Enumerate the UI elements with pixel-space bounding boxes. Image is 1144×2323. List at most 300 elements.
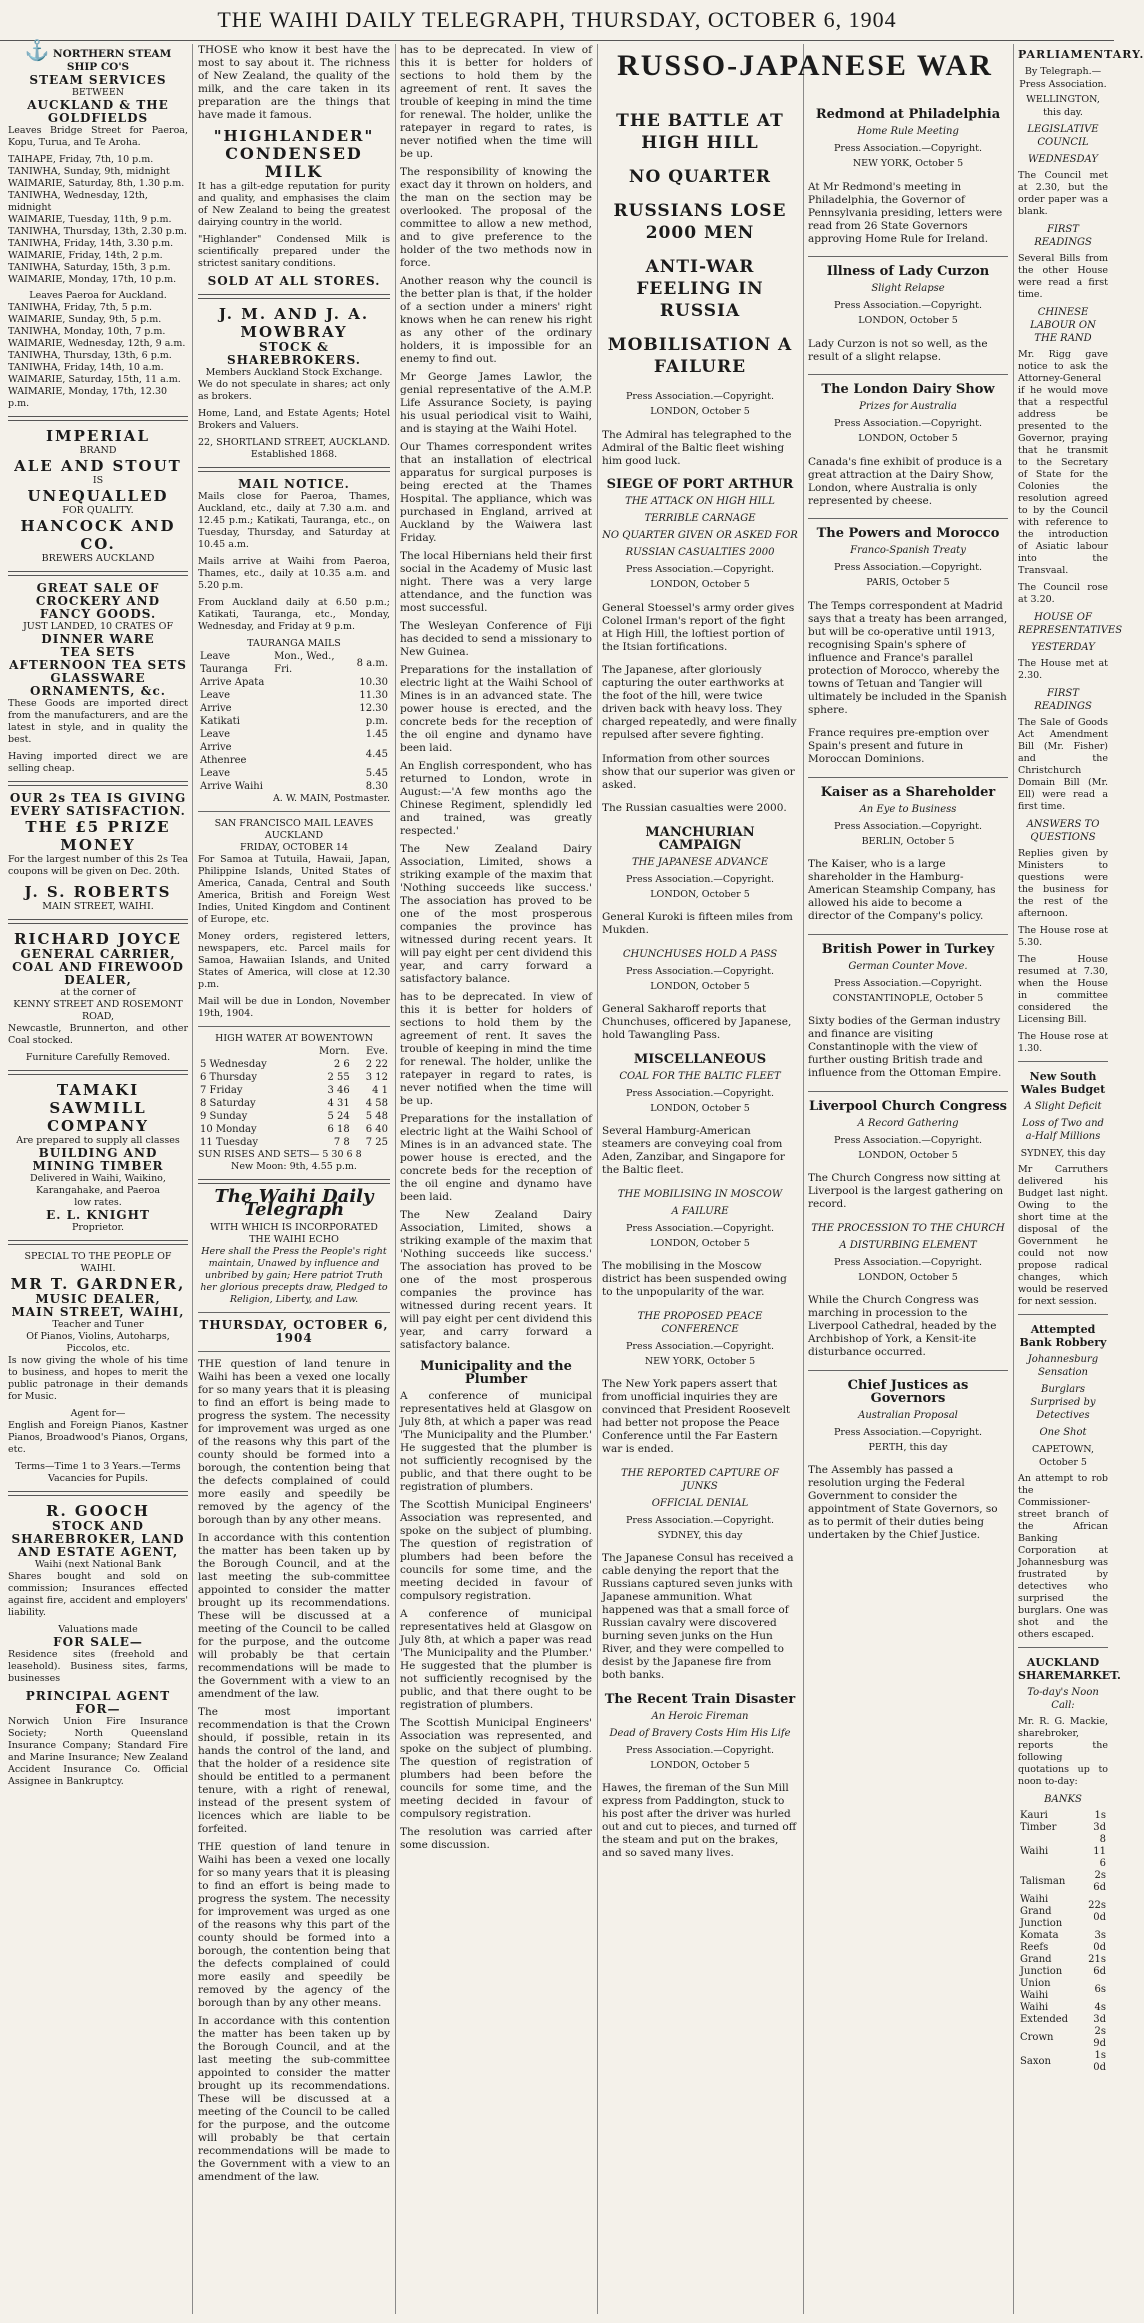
press-association: Press Association.—Copyright. (834, 418, 982, 429)
gardner-agent: Agent for— (70, 1408, 126, 1419)
tamaki-prop: Proprietor. (72, 1222, 124, 1233)
mail-notice (198, 478, 390, 805)
press-association: Press Association.—Copyright. (834, 1134, 982, 1146)
cable-subhead: Prizes for Australia (859, 401, 957, 412)
sharemarket-table (1018, 1810, 1108, 2074)
table-cell: 2 6 (333, 1059, 350, 1070)
war-subhead: An Heroic Fireman (651, 1710, 749, 1722)
war-subhead: THE ATTACK ON HIGH HILL (625, 496, 775, 507)
ship-line: TANIWHA, Saturday, 15th, 3 p.m. (8, 262, 171, 273)
milk-text: It has a gilt-edge reputation for purity and quality, and emphasises the claim of New Zealand to being the greatest dairying country in the world. (198, 181, 390, 228)
news-paragraph: The responsibility of knowing the exact day it thrown on holders, and the man on the section may be overlooked. The proposal of the committee to allow a new method, and to give preference to the holder of the two methods now in force. (400, 166, 592, 269)
gardner-addr: MAIN STREET, WAIHI, (11, 1305, 185, 1319)
ship-line: TAIHAPE, Friday, 7th, 10 p.m. (8, 154, 154, 165)
imperial-ad (8, 427, 188, 565)
parl-subhead: YESTERDAY (1031, 642, 1095, 653)
parl-paragraph: The House resumed at 7.30, when the House in committee considered the Licensing Bill. (1018, 954, 1108, 1025)
divider (808, 1091, 1008, 1092)
imperial-line: BRAND (79, 445, 117, 456)
ship-line: TANIWHA, Friday, 14th, 10 a.m. (8, 362, 164, 373)
table-cell: Morn. (319, 1046, 350, 1057)
column-war-news (602, 100, 798, 2314)
tamaki-ad (8, 1081, 188, 1234)
cable-subhead: An Eye to Business (859, 803, 957, 815)
press-association: Press Association.—Copyright. (834, 977, 982, 989)
ship-title: NORTHERN STEAM SHIP CO'S (53, 48, 172, 73)
news-paragraph: Another reason why the council is the better plan is that, if the holder of a section under a miners' right knows when he can renew his right as any other of the ordinary holders, it is impossible for an enemy to find out. (400, 275, 592, 365)
sf-text3: Mail will be due in London, November 19th, 1904. (198, 996, 390, 1019)
parl-subhead: Johannesburg Sensation (1027, 1354, 1099, 1378)
divider (198, 811, 390, 812)
table-cell: 4 1 (372, 1085, 388, 1096)
sale-item: ORNAMENTS, &c. (30, 684, 166, 698)
ship-line: TANIWHA, Thursday, 13th, 2.30 p.m. (8, 226, 187, 237)
war-paragraph: The Japanese, after gloriously capturing the outer earthworks at the foot of the hill, were twice driven back with heavy loss. They charged repeatedly, and were finally repulsed after severe fighting. (602, 664, 797, 741)
table-row (198, 1084, 390, 1097)
cable-headline: British Power in Turkey (821, 941, 995, 957)
table-cell (272, 741, 340, 767)
table-row (1018, 2026, 1108, 2050)
news-paragraph: An English correspondent, who has returned to London, wrote in August:—'A few months ago the Chinese Regiment, splendidly led and trained, was greatly respected.' (400, 760, 592, 837)
table-row (198, 1110, 390, 1123)
table-cell: Arrive Waihi (200, 781, 263, 792)
dateline: LONDON, October 5 (650, 579, 750, 590)
table-row (198, 780, 390, 793)
war-paragraph: General Sakharoff reports that Chunchuses, officered by Japanese, hold Tawangling Pass. (602, 1003, 792, 1041)
gooch-val: Valuations made (58, 1624, 138, 1635)
sharemarket-sub: To-day's Noon Call: (1027, 1687, 1099, 1711)
news-paragraph: The resolution was carried after some discussion. (400, 1826, 592, 1851)
dateline: LONDON, October 5 (650, 980, 750, 992)
column-rule (1013, 44, 1014, 2314)
divider (198, 1312, 390, 1313)
parl-subhead: HOUSE OF REPRESENTATIVES (1018, 612, 1123, 636)
mowbray-text: We do not speculate in shares; act only as brokers. (198, 379, 390, 402)
news-paragraph: The Scottish Municipal Engineers' Association was represented, and spoke on the subject of plumbing. The question of registration of plumbers had been before the councils for some time, and the meeting decided in favour of compulsory registration. (400, 1499, 592, 1602)
table-cell: 11.30 (359, 690, 388, 701)
table-cell: Waihi (1020, 1846, 1049, 1857)
ship-line: WAIMARIE, Monday, 17th, 10 p.m. (8, 274, 177, 285)
tide-rows (198, 1045, 390, 1149)
press-association: Press Association.—Copyright. (834, 562, 982, 573)
sharemarket-section: BANKS (1044, 1794, 1082, 1805)
divider (198, 1351, 390, 1352)
parl-subhead: Loss of Two and a-Half Millions (1022, 1118, 1104, 1142)
dateline: CONSTANTINOPLE, October 5 (832, 992, 984, 1004)
war-headline: THE BATTLE AT HIGH HILL (616, 111, 784, 153)
table-cell: 3 12 (365, 1072, 388, 1083)
war-subhead: TERRIBLE CARNAGE (644, 513, 756, 524)
table-cell: 8.30 (365, 781, 388, 792)
mowbray-name: J. M. AND J. A. MOWBRAY (218, 305, 370, 341)
war-paragraph: General Stoessel's army order gives Colonel Irman's report of the fight at High Hill, the loftiest portion of the Itsian fortifications. (602, 601, 795, 653)
war-subhead: SIEGE OF PORT ARTHUR (606, 477, 794, 492)
parl-subhead: CHINESE LABOUR ON THE RAND (1030, 307, 1096, 344)
ship-line: TANIWHA, Monday, 10th, 7 p.m. (8, 326, 166, 337)
table-cell: 10 Monday (200, 1124, 257, 1135)
divider (808, 256, 1008, 257)
imperial-line: BREWERS AUCKLAND (41, 553, 155, 564)
sale-note: These Goods are imported direct from the manufacturers, and are the latest in style, and in quality the best. (8, 698, 188, 745)
gardner-title: MUSIC DEALER, (35, 1292, 161, 1306)
ship-line: WAIMARIE, Tuesday, 11th, 9 p.m. (8, 214, 172, 225)
table-row (198, 741, 390, 767)
table-cell: Kauri Timber (1020, 1810, 1057, 1833)
gardner-name: MR T. GARDNER, (10, 1275, 186, 1293)
imperial-line: UNEQUALLED (27, 487, 169, 505)
imperial-line: IS (92, 475, 104, 486)
war-subhead: THE PROPOSED PEACE CONFERENCE (637, 1310, 763, 1335)
tamaki-name: TAMAKI SAWMILL COMPANY (47, 1081, 149, 1135)
press-association: Press Association.—Copyright. (834, 300, 982, 311)
war-paragraph: The Admiral has telegraphed to the Admiral of the Baltic fleet wishing him good luck. (602, 428, 792, 467)
parl-paragraph: An attempt to rob the Commissioner-street branch of the African Banking Corporation at Johannesburg was frustrated by detectives who surprised the burglars. One was shot and the others escaped. (1018, 1473, 1108, 1640)
column-local-news (400, 44, 592, 2314)
imperial-line: IMPERIAL (45, 427, 150, 445)
column-parliamentary (1018, 44, 1144, 2314)
table-cell: Crown (1020, 2032, 1054, 2043)
dateline: LONDON, October 5 (858, 315, 958, 326)
cable-headline: The Powers and Morocco (816, 526, 1000, 541)
press-association: Press Association.—Copyright. (834, 1256, 982, 1268)
table-cell: Komata Reefs (1020, 1930, 1059, 1953)
divider (1018, 1647, 1108, 1648)
dateline: LONDON, October 5 (650, 888, 750, 900)
gooch-trade: STOCK AND SHAREBROKER, LAND AND ESTATE AGENT, (11, 1519, 185, 1559)
roberts-addr: MAIN STREET, WAIHI. (42, 901, 154, 912)
parl-headline: New South Wales Budget (1020, 1070, 1106, 1096)
ship-lines2 (8, 302, 188, 410)
dateline: LONDON, October 5 (650, 1102, 750, 1114)
war-paragraph: The Russian casualties were 2000. (602, 802, 787, 814)
cable-headline: Chief Justices as Governors (847, 1377, 969, 1406)
news-paragraph: A conference of municipal representatives held at Glasgow on July 8th, at which a paper was read 'The Municipality and the Plumber.' He suggested that the plumber is not sufficiently recognised by the public, and that there ought to be registration of plumbers. (400, 1608, 592, 1711)
joyce-goods: COAL AND FIREWOOD DEALER, (12, 960, 184, 987)
table-row (1018, 2002, 1108, 2026)
mail-table (198, 650, 390, 793)
war-subhead: NO QUARTER GIVEN OR ASKED FOR (602, 530, 798, 541)
mowbray-text2: Home, Land, and Estate Agents; Hotel Brokers and Valuers. (198, 408, 390, 431)
tamaki-price: low rates. (74, 1197, 122, 1208)
press-association: Press Association.—Copyright. (626, 1340, 774, 1352)
cable-headline: Liverpool Church Congress (809, 1098, 1007, 1114)
table-cell: 8 Saturday (200, 1098, 256, 1109)
news-paragraph: The Wesleyan Conference of Fiji has decided to send a missionary to New Guinea. (400, 620, 592, 658)
war-headline: NO QUARTER (628, 167, 772, 187)
table-cell: 7 25 (365, 1137, 388, 1148)
cable-paragraph: The Assembly has passed a resolution urging the Federal Government to consider the appointment of State Governors, so as to permit of their duties being undertaken by the Chief Justice. (808, 1464, 998, 1541)
parl-headline: Attempted Bank Robbery (1019, 1323, 1107, 1349)
divider (198, 1179, 390, 1184)
parl-paragraph: Several Bills from the other House were read a first time. (1018, 253, 1108, 300)
tea-title: OUR 2s TEA IS GIVING EVERY SATISFACTION. (9, 791, 187, 818)
divider (8, 1240, 188, 1245)
table-cell: 5.45 (365, 768, 388, 779)
war-subhead: OFFICIAL DENIAL (651, 1497, 749, 1509)
tea-ad (8, 792, 188, 913)
table-cell: 9 Sunday (200, 1111, 248, 1122)
sun-value: 5 30 6 8 (322, 1149, 362, 1160)
joyce-trade: GENERAL CARRIER, (20, 947, 176, 961)
table-cell: 6 40 (365, 1124, 388, 1135)
press-association: By Telegraph.—Press Association. (1019, 66, 1107, 90)
dateline: SYDNEY, this day (657, 1529, 743, 1541)
table-cell: 21s 6d (1088, 1954, 1106, 1977)
divider (8, 781, 188, 786)
divider (8, 1491, 188, 1496)
paper-sub: WITH WHICH IS INCORPORATED (210, 1222, 378, 1233)
war-paragraph: The mobilising in the Moscow district has been suspended owing to the unpopularity of the war. (602, 1260, 787, 1298)
column-advertisements-1 (8, 38, 188, 2314)
ship-line: WAIMARIE, Wednesday, 12th, 9 a.m. (8, 338, 186, 349)
imperial-line: HANCOCK AND CO. (20, 517, 176, 553)
gardner-vac: Vacancies for Pupils. (48, 1473, 148, 1484)
table-cell: Talisman (1020, 1876, 1066, 1887)
war-subhead: RUSSIAN CASUALTIES 2000 (625, 547, 775, 558)
joyce-addr: at the corner of (60, 987, 136, 998)
tide-title: HIGH WATER AT BOWENTOWN (215, 1033, 373, 1044)
table-cell: Union Waihi (1020, 1978, 1051, 2001)
parl-subhead: FIRST READINGS (1034, 224, 1092, 248)
news-paragraph: The Scottish Municipal Engineers' Association was represented, and spoke on the subject of plumbing. The question of registration of plumbers had been before the councils for some time, and the meeting decided in favour of compulsory registration. (400, 1717, 592, 1820)
table-cell: 4 58 (365, 1098, 388, 1109)
news-paragraph: The local Hibernians held their first social in the Academy of Music last night. There was a very large attendance, and the function was most successful. (400, 550, 592, 614)
table-cell: 2 22 (365, 1059, 388, 1070)
imperial-line: ALE AND STOUT (14, 457, 182, 475)
table-cell (272, 689, 340, 702)
gooch-name: R. GOOCH (46, 1502, 150, 1520)
table-cell: Mon., Wed., Fri. (274, 651, 335, 675)
sale-item: TEA SETS (60, 645, 136, 659)
press-association: Press Association.—Copyright. (626, 564, 774, 575)
parl-paragraph: The House met at 2.30. (1018, 658, 1108, 681)
war-subhead: THE MOBILISING IN MOSCOW (617, 1188, 783, 1200)
mail-sign: A. W. MAIN, Postmaster. (272, 793, 390, 804)
cable-subhead: German Counter Move. (848, 960, 968, 972)
ship-flag-icon: ⚓ (24, 38, 50, 62)
paper-date: THURSDAY, OCTOBER 6, 1904 (199, 1318, 389, 1345)
mowbray-est: Established 1868. (250, 449, 338, 460)
table-cell (272, 767, 340, 780)
mowbray-title: STOCK & SHAREBROKERS. (227, 340, 361, 367)
table-cell: Leave (200, 690, 231, 701)
war-paragraph: Information from other sources show that our superior was given or asked. (602, 752, 795, 791)
sale-ad (8, 582, 188, 775)
divider (808, 518, 1008, 519)
parliamentary-title: PARLIAMENTARY. (1018, 48, 1144, 61)
parl-subhead: FIRST READINGS (1034, 688, 1092, 712)
cable-subhead: Slight Relapse (871, 283, 945, 294)
divider (198, 294, 390, 299)
press-association: Press Association.—Copyright. (834, 143, 982, 154)
cable-paragraph: The Kaiser, who is a large shareholder in the Hamburg-American Steamship Company, has allowed his aide to become a director of the Company's policy. (808, 858, 996, 922)
mail-text3: From Auckland daily at 6.50 p.m.; Katikati, Tauranga, etc., Monday, Wednesday, and Friday at 9 p.m. (198, 597, 390, 632)
press-association: Press Association.—Copyright. (626, 1744, 774, 1756)
table-cell: Grand Junction (1020, 1954, 1063, 1977)
dateline: LONDON, October 5 (858, 433, 958, 444)
table-cell: 7 8 (333, 1137, 350, 1148)
ship-route: AUCKLAND & THE GOLDFIELDS (27, 98, 169, 125)
table-cell: 2 55 (327, 1072, 350, 1083)
cable-paragraph: At Mr Redmond's meeting in Philadelphia, the Governor of Pennsylvania presiding, letters were read from 26 State Governors approving Home Rule for Ireland. (808, 180, 1003, 245)
ship-line: TANIWHA, Thursday, 13th, 6 p.m. (8, 350, 172, 361)
sf-date: FRIDAY, OCTOBER 14 (239, 842, 349, 853)
table-cell: 12.30 p.m. (359, 703, 388, 727)
war-subhead: THE REPORTED CAPTURE OF JUNKS (621, 1467, 779, 1492)
table-cell: Arrive Katikati (200, 703, 240, 727)
sf-text2: Money orders, registered letters, newspapers, etc. Parcel mails for Samoa, Hawaiian Islands, and United States of America, will close at 12.30 p.m. (198, 931, 390, 990)
sun-row (198, 1149, 390, 1161)
mowbray-addr: 22, SHORTLAND STREET, AUCKLAND. (198, 437, 391, 448)
cable-subhead: A Record Gathering (857, 1117, 959, 1129)
table-header (198, 1045, 390, 1058)
sf-title: SAN FRANCISCO MAIL LEAVES AUCKLAND (214, 818, 374, 841)
cable-paragraph: Lady Curzon is not so well, as the result of a slight relapse. (808, 337, 988, 363)
news-subhead: Municipality and the Plumber (420, 1359, 572, 1387)
table-cell: Waihi Grand Junction (1020, 1894, 1063, 1929)
parl-paragraph: Replies given by Ministers to questions were the business for the rest of the afternoon. (1018, 848, 1108, 919)
editorial-paragraph: In accordance with this contention the matter has been taken up by the Borough Council, and at the last meeting the sub-committee appointed to consider the matter brought up its recommendations. These will be discussed at a meeting of the Council to be called for the purpose, and the outcome will probably be that certain recommendations will be made to the Government with a view to an amendment of the law. (198, 2015, 390, 2183)
table-row (1018, 1930, 1108, 1954)
imperial-line: FOR QUALITY. (62, 505, 134, 516)
news-paragraph: has to be deprecated. In view of this it is better for holders of sections to hold them by the agreement of rent. It saves the trouble of keeping in mind the time for renewal. The holder, unlike the ratepayer in regard to rates, is never notified when the time will be up. (400, 991, 592, 1107)
gooch-desc: Residence sites (freehold and leasehold). Business sites, farms, businesses (8, 1649, 188, 1684)
mail-text2: Mails arrive at Waihi from Paeroa, Thames, etc., daily at 10.35 a.m. and 5.20 p.m. (198, 556, 390, 591)
mowbray-member: Members Auckland Stock Exchange. (205, 367, 383, 378)
table-row (1018, 1834, 1108, 1870)
milk-sold: SOLD AT ALL STORES. (207, 274, 381, 288)
dateline: BERLIN, October 5 (861, 835, 955, 847)
table-row (198, 728, 390, 741)
mail-text: Mails close for Paeroa, Thames, Auckland, etc., daily at 7.30 a.m. and 12.45 p.m.; Katikati, Tauranga, etc., on Tuesday, Thursday, and Saturday at 10.45 a.m. (198, 491, 390, 550)
cable-headline: The London Dairy Show (821, 382, 995, 397)
gooch-text: Shares bought and sold on commission; Insurances effected against fire, accident and employers' liability. (8, 1571, 188, 1618)
parl-paragraph: The Sale of Goods Act Amendment Bill (Mr. Fisher) and the Christchurch Domain Bill (Mr. Ell) were read a first time. (1018, 717, 1108, 812)
parl-subhead: ANSWERS TO QUESTIONS (1026, 819, 1100, 843)
gardner-ad (8, 1251, 188, 1485)
press-association: Press Association.—Copyright. (834, 820, 982, 832)
ship-line: TANIWHA, Sunday, 9th, midnight (8, 166, 170, 177)
editorial-paragraph: THE question of land tenure in Waihi has been a vexed one locally for so many years that it is pleasing to find an effort is being made to progress the system. The necessity for improvement was urged as one of the reasons why this part of the county should be formed into a borough, the contention being that the defects complained of could more easily and speedily be removed by the agency of the borough than by any other means. (198, 1841, 390, 2009)
divider (808, 777, 1008, 778)
table-cell: 6 18 (327, 1124, 350, 1135)
cable-subhead: Australian Proposal (858, 1409, 958, 1421)
tea-note: For the largest number of this 2s Tea coupons will be given on Dec. 20th. (8, 854, 188, 877)
table-cell: 3s 0d (1093, 1930, 1106, 1953)
table-row (198, 1123, 390, 1136)
column-rule (803, 44, 804, 2314)
cable-subhead: THE PROCESSION TO THE CHURCH (811, 1222, 1005, 1234)
divider (198, 1026, 390, 1027)
table-row (1018, 1954, 1108, 1978)
cable-subhead: Home Rule Meeting (857, 126, 959, 137)
table-cell: 4 31 (327, 1098, 350, 1109)
table-cell: 2s 9d (1093, 2026, 1106, 2049)
table-row (198, 1097, 390, 1110)
press-association: Press Association.—Copyright. (626, 1087, 774, 1099)
column-advertisements-2 (198, 44, 390, 2314)
ship-leaving: Leaves Bridge Street for Paeroa, Kopu, Turua, and Te Aroha. (8, 125, 188, 148)
sale-inspect: Having imported direct we are selling cheap. (8, 751, 188, 774)
press-association: Press Association.—Copyright. (626, 391, 774, 402)
tamaki-places: Karangahake, and Paeroa (35, 1185, 161, 1196)
cable-subhead: Franco-Spanish Treaty (850, 545, 966, 556)
cable-headline: Kaiser as a Shareholder (820, 784, 996, 800)
table-cell: Saxon (1020, 2056, 1051, 2067)
press-association: Press Association.—Copyright. (626, 873, 774, 885)
tide-table (198, 1033, 390, 1173)
dateline: NEW YORK, October 5 (852, 158, 964, 169)
divider (1018, 1061, 1108, 1062)
table-cell: 4.45 (365, 748, 388, 760)
cable-paragraph: While the Church Congress was marching in procession to the Liverpool Cathedral, headed by the Archbishop of York, a Kensit-ite disturbance occurred. (808, 1294, 997, 1358)
sharemarket-text: Mr. R. G. Mackie, sharebroker, reports the following quotations up to noon to-day: (1018, 1716, 1108, 1787)
war-subhead: A FAILURE (671, 1205, 729, 1217)
table-cell: 10.30 (359, 677, 388, 688)
table-cell: 2s 6d (1093, 1870, 1106, 1893)
ship-line: TANIWHA, Wednesday, 12th, midnight (8, 190, 148, 213)
war-paragraph: Several Hamburg-American steamers are conveying coal from Aden, Zanzibar, and Singapore for the Baltic fleet. (602, 1125, 785, 1176)
ship-line: WAIMARIE, Friday, 14th, 2 p.m. (8, 250, 163, 261)
parl-subhead: LEGISLATIVE COUNCIL (1027, 124, 1099, 148)
ship-ad (8, 38, 188, 410)
war-paragraph: The Japanese Consul has received a cable denying the report that the Russians captured seven junks with Japanese ammunition. What happened was that a small force of Russian cavalry were discovered burning seven junks on the Hun River, and they were compelled to desist by the Japanese fire from both banks. (602, 1552, 794, 1681)
table-cell (272, 702, 340, 728)
cable-paragraph: The Temps correspondent at Madrid says that a treaty has been arranged, but will be co-operative until 1913, recognising Spain's sphere of influence and France's parallel protection of Morocco, whereby the towns of Tetuan and Tangier will ultimately be included in the Spanish sphere. (808, 599, 1008, 716)
tamaki-note: Are prepared to supply all classes (16, 1135, 180, 1146)
table-cell: 8 11 6 (1093, 1834, 1106, 1869)
war-subhead: MANCHURIAN CAMPAIGN (645, 824, 755, 853)
table-cell: Leave (200, 768, 231, 779)
dateline: SYDNEY, this day (1020, 1148, 1106, 1159)
column-rule (395, 44, 396, 2314)
gardner-terms: Terms—Time 1 to 3 Years.—Terms (15, 1461, 181, 1472)
table-row (198, 650, 390, 676)
table-row (198, 676, 390, 689)
table-cell: Eve. (365, 1046, 388, 1057)
table-cell: 7 Friday (200, 1085, 243, 1096)
dateline: LONDON, October 5 (650, 1237, 750, 1249)
parl-subhead: Burglars Surprised by Detectives (1030, 1384, 1096, 1421)
dateline: PERTH, this day (868, 1441, 948, 1453)
war-paragraph: General Kuroki is fifteen miles from Mukden. (602, 911, 793, 936)
moon-phase: New Moon: 9th, 4.55 p.m. (231, 1161, 357, 1172)
table-row (1018, 2050, 1108, 2074)
ship-line: TANIWHA, Friday, 7th, 5 p.m. (8, 302, 152, 313)
table-cell: 6s (1094, 1984, 1106, 1995)
paper-sub2: THE WAIHI ECHO (249, 1234, 339, 1245)
news-paragraph: The New Zealand Dairy Association, Limited, shows a striking example of the maxim that 'Nothing succeeds like success.' The association has proved to be one of the most prosperous companies the province has witnessed during recent years. It will pay eight per cent dividend this year, and carry forward a satisfactory balance. (400, 843, 592, 985)
table-cell: 5 Wednesday (200, 1059, 267, 1070)
press-association: Press Association.—Copyright. (626, 965, 774, 977)
cable-paragraph: The Church Congress now sitting at Liverpool is the largest gathering on record. (808, 1172, 1004, 1210)
war-subhead: Dead of Bravery Costs Him His Life (609, 1727, 791, 1739)
table-cell: 11 Tuesday (200, 1137, 259, 1148)
cable-headline: Redmond at Philadelphia (815, 107, 1001, 122)
news-paragraph: Mr George James Lawlor, the genial representative of the A.M.P. Life Assurance Society, is paying his usual periodical visit to Waihi, and is staying at the Waihi Hotel. (400, 371, 592, 435)
divider (808, 934, 1008, 935)
gooch-ad (8, 1502, 188, 1788)
editorial-paragraph: THE question of land tenure in Waihi has been a vexed one locally for so many years that it is pleasing to find an effort is being made to progress the system. The necessity for improvement was urged as one of the reasons why this part of the county should be formed into a borough, the contention being that the defects complained of could more easily and speedily be removed by the agency of the borough than by any other means. (198, 1358, 390, 1526)
sun-label: SUN RISES AND SETS— (198, 1149, 320, 1160)
war-paragraph: The New York papers assert that from unofficial inquiries they are convinced that President Roosevelt had better not propose the Peace Conference until the Far Eastern war is ended. (602, 1378, 791, 1455)
divider (8, 919, 188, 924)
sf-text: For Samoa at Tutuila, Hawaii, Japan, Philippine Islands, United States of America, Canada, Central and South America, British and Foreign West Indies, United Kingdom and Continent of Europe, etc. (198, 854, 390, 925)
table-cell (272, 676, 340, 689)
war-headline: RUSSIANS LOSE 2000 MEN (613, 201, 787, 243)
ship-sub: STEAM SERVICES (29, 73, 167, 87)
paper-title: The Waihi Daily Telegraph (214, 1186, 374, 1220)
